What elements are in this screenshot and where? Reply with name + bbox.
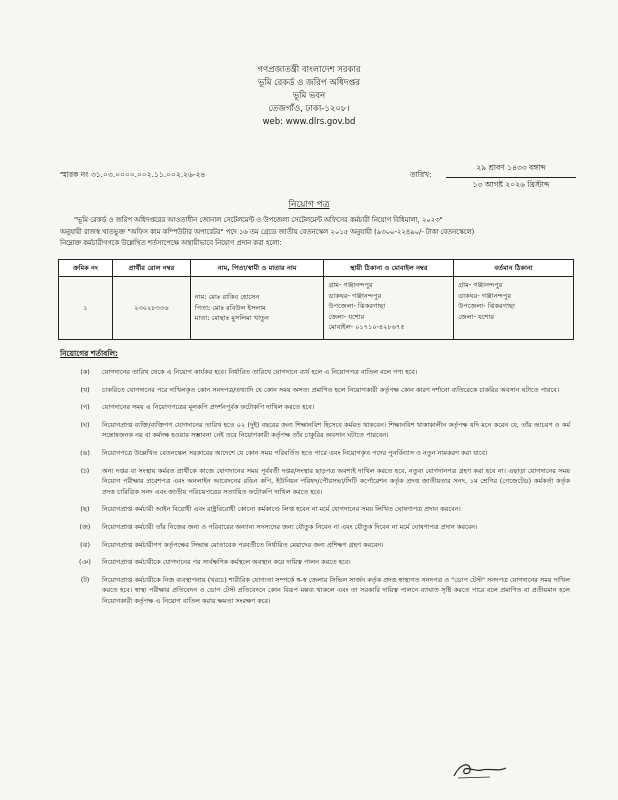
condition-text: যোগদানের সময় এ নিয়োগপত্রের মূলকপি প্রদর্শনপূর্বক ফটোকপি দাখিল করতে হবে। [102, 403, 315, 412]
condition-text: নিয়োগপ্রাপ্ত ব্যক্তি/ব্যক্তিগণ যোগদানের তারিখ হতে ০২ (দুই) বছরের জন্য শিক্ষানবিশ হিসেবে কর্মরত থাকবেন। শিক্ষানবিশ থাকাকালীন কর্তৃপক্ষ যদি মনে করেন যে, তাঁর আচরণ ও কর্ম সন্তোষজনক নয় বা কর্মদক্ষ হওয়ার সম্ভাবনা নেই তবে নিয়োগকারী কর্তৃপক্ষ তাঁর চাকুরির অবসান ঘটাতে পারবেন। [102, 420, 570, 440]
perm-upazila: উপজেলা- ঝিকরগাছা [328, 302, 386, 310]
header-current-address: বর্তমান ঠিকানা [454, 260, 574, 277]
condition-item [60, 540, 570, 551]
curr-district: জেলা- যশোর [458, 312, 494, 321]
condition-text: অন্য দপ্তর বা সংস্থায় কর্মরত প্রার্থীকে কাজে যোগদানের সময় পূর্ববর্তী দপ্তর/সংস্থার ছাড়পত্র অবশ্যই দাখিল করতে হবে, নতুবা যোগদানপত্র গ্রহণ করা হবে না। এছাড়া যোগদানের সময় নিয়োগ পরীক্ষার প্রবেশপত্র এবং অনলাইন আবেদনের রঙিন কপি, ইউনিয়ন পরিষদ/পৌরসভা/সিটি কর্পোরেশন কর্তৃক প্রদত্ত জাতীয়তার সনদ, ১ম শ্রেণির (গেজেটেড) কর্মকর্তা কর্তৃক প্রদত্ত চারিত্রিক সনদ এবং জাতীয় পরিচয়পত্রের সত্যায়িত ফটোকপি দাখিল করতে হবে। [102, 466, 570, 496]
condition-mark: (ছ) [80, 505, 90, 514]
condition-item [60, 420, 570, 441]
condition-text: নিয়োগপ্রাপ্ত কর্মচারী আইন বিরোধী এবং রাষ্ট্রবিরোধী কোনো কর্মকাণ্ডে লিপ্ত হবেন না মর্মে যোগদানের সময় লিখিত ঘোষণাপত্র প্রদান করবেন। [102, 505, 461, 514]
perm-village: গ্রাম- গঞ্জানন্দপুর [328, 281, 373, 289]
office-address: তেজগাঁও, ঢাকা-১২০৮। [268, 104, 350, 114]
appointee-table [58, 259, 574, 340]
cell-current-address [454, 277, 574, 340]
conditions-list [60, 367, 570, 614]
header-permanent-address: স্থায়ী ঠিকানা ও মোবাইল নম্বর [324, 260, 454, 277]
condition-mark: (চ) [80, 466, 90, 475]
cell-roll: ২৩০২৮৩৩৬ [112, 277, 190, 340]
condition-text: চাকরিতে যোগদানের পরে দাখিলকৃত কোন সনদপত্র/তথ্যাদি যে কোন সময় অসত্য প্রমাণিত হলে নিয়োগকারী কর্তৃপক্ষ কোন কারণ দর্শানো ব্যতিরেকে চাকরির অবসান ঘটাতে পারবে। [102, 385, 560, 394]
government-name: গণপ্রজাতন্ত্রী বাংলাদেশ সরকার [257, 65, 361, 75]
condition-mark: (খ) [80, 385, 90, 394]
appointee-name: নাম: মোঃ রাকিব হোসেন [194, 293, 260, 302]
condition-item [60, 504, 570, 515]
building-name: ভূমি ভবন [292, 91, 326, 101]
website: web: www.dlrs.gov.bd [262, 117, 356, 127]
condition-text: নিয়োগপ্রাপ্ত কর্মচারী তাঁর নিজের জন্য ও পরিবারের অন্যান্য সদস্যদের জন্য যৌতুক নিবেন না এবং যৌতুক দিবেন না মর্মে ঘোষণাপত্র প্রদান করবেন। [102, 522, 478, 531]
date-english: ১৩ আগষ্ট ২০২৬ খ্রিস্টাব্দ [472, 180, 550, 189]
condition-mark: (গ) [80, 403, 90, 412]
department-name: ভূমি রেকর্ড ও জরিপ অধিদপ্তর [257, 78, 361, 88]
curr-post-office: ডাকঘর- গঞ্জানন্দপুর [458, 291, 511, 300]
mother-name: মাতা: মোছাঃ মুসলিমা খাতুন [194, 314, 269, 323]
condition-item [60, 367, 570, 378]
cell-name [190, 277, 324, 340]
date-bangla: ২৯ শ্রাবণ ১৪৩৩ বঙ্গাব্দ [446, 163, 576, 178]
table-header-row [59, 260, 574, 277]
father-name: পিতা: মোঃ রবিউল ইসলাম [194, 303, 266, 312]
condition-mark: (ঞ) [79, 558, 91, 567]
condition-item [60, 557, 570, 568]
condition-item [60, 402, 570, 413]
condition-text: নিয়োগপ্রাপ্ত কর্মচারীগণ কর্তৃপক্ষের সিদ্ধান্ত মোতাবেক পরবর্তীতে নির্ধারিত মেয়াদের জন্য প্রশিক্ষণ গ্রহণ করবেন। [102, 540, 384, 549]
signature [450, 758, 510, 782]
condition-item [60, 448, 570, 459]
perm-mobile: মোবাইল- ০১৭১০-৪২৮৬৭৫ [328, 323, 405, 331]
intro-paragraph [60, 215, 570, 250]
condition-item [60, 466, 570, 498]
cell-permanent-address [324, 277, 454, 340]
condition-text: নিয়োগপ্রাপ্ত কর্মচারীকে নিজ ব্যবস্থাপনায় (খরচে) শারীরিক যোগ্যতা সম্পর্কে স্ব-স্ব জেলার সিভিল সার্জন কর্তৃক প্রদত্ত স্বাস্থ্যগত সনদপত্র ও "ডোপ টেস্ট" সনদপত্র যোগদানের সময় দাখিল করতে হবে। স্বাস্থ্য পরীক্ষার প্রতিবেদন ও ডোপ টেস্ট প্রতিবেদনে কোন বিরূপ মন্তব্য থাকলে এবং তা সরকারি দায়িত্ব পালনে ব্যাঘাত সৃষ্টি করতে পারে বলে প্রমাণিত বা প্রতীয়মান হলে নিয়োগকারী কর্তৃপক্ষ এ নিয়োগ বাতিল করার ক্ষমতা সংরক্ষণ করে। [102, 575, 570, 605]
perm-post-office: ডাকঘর- গঞ্জানন্দপুর [328, 291, 382, 300]
cell-serial: ১ [59, 277, 113, 340]
header-roll: প্রার্থীর রোল নম্বর [112, 260, 190, 277]
condition-mark: (ঘ) [80, 420, 90, 429]
intro-line-1: "ভূমি রেকর্ড ও জরিপ অধিদপ্তরের আওতাধীন জোনাল সেটেলমেন্ট ও উপজেলা সেটেলমেন্ট অফিসের কর্মচারী নিয়োগ বিধিমালা, ২০২৩" [74, 216, 443, 224]
header-name: নাম, পিতা/স্বামী ও মাতার নাম [190, 260, 324, 277]
condition-mark: (জ) [79, 522, 91, 531]
header-serial: ক্রমিক নং [59, 260, 113, 277]
condition-text: যোগদানের তারিখ থেকে এ নিয়োগ কার্যকর হবে। নির্ধারিত তারিখে যোগদানে ব্যর্থ হলে এ নিয়োগপত্র বাতিল বলে গণ্য হবে। [102, 368, 418, 376]
condition-item [60, 385, 570, 396]
date-block [446, 163, 576, 192]
condition-item [60, 575, 570, 607]
condition-item [60, 522, 570, 533]
memo-number: স্মারক নং ৩১.০৩.০০০০.০০২.১১.০০২.২৬-২৪ [60, 170, 206, 179]
condition-mark: (ক) [80, 368, 90, 376]
condition-text: নিয়োগপ্রাপ্ত কর্মচারীকে যোগদানের পর সার্বক্ষণিক কর্মস্থলে অবস্থান করে দায়িত্ব পালন করতে হবে। [102, 558, 351, 567]
curr-upazila: উপজেলা- ঝিকরগাছা [458, 302, 515, 310]
perm-district: জেলা- যশোর [328, 312, 365, 321]
curr-village: গ্রাম- গঞ্জানন্দপুর [458, 281, 503, 289]
table-row [59, 277, 574, 340]
condition-mark: (ঙ) [80, 448, 90, 457]
letter-title: নিয়োগ পত্র [288, 200, 330, 210]
intro-line-2: অনুযায়ী রাজস্ব খাতভুক্ত "অফিস কাম কম্পিউটার অপারেটর" পদে ১৬ তম গ্রেডে জাতীয় বেতনস্কেল ২০১৫ অনুযায়ী (৯৩০০-২২৪৯০/- টাকা বেতনস্কেলে) [60, 227, 475, 236]
conditions-title: নিয়োগের শর্তাবলি: [60, 349, 119, 358]
condition-text: নিয়োগপত্রে উল্লেখিত বেতনস্কেল সরকারের আদেশে যে কোন সময় পরিবর্তিত হতে পারে এবং নিয়োগকৃত পদের পুনর্বিন্যাস ও নতুন নামকরণ করা যাবে। [102, 448, 488, 457]
condition-mark: (ঝ) [80, 540, 90, 549]
date-label: তারিখ: [410, 170, 432, 179]
intro-line-3: নিম্নোক্ত কর্মচারীগণকে উল্লেখিত শর্তসাপেক্ষে অস্থায়ীভাবে নিয়োগ প্রদান করা হলো: [60, 239, 282, 247]
condition-mark: (ট) [80, 575, 90, 584]
